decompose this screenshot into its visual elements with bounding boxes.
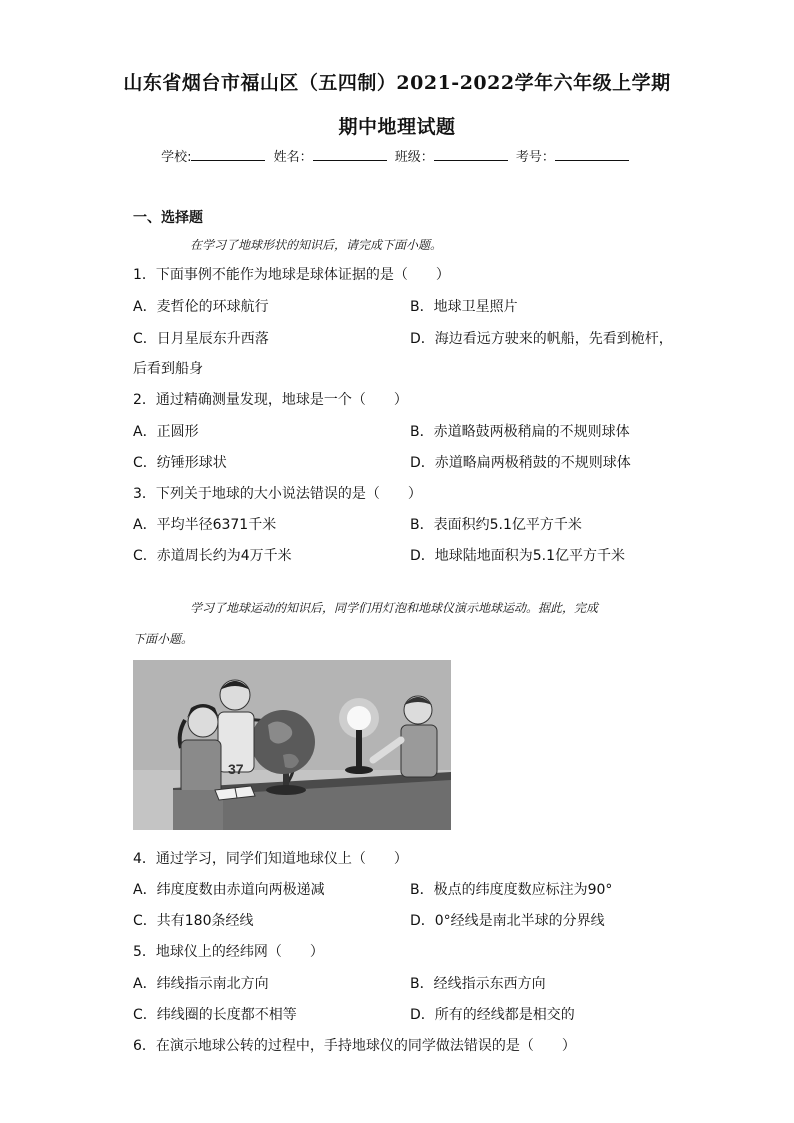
exam-number-blank[interactable]: [555, 148, 629, 161]
question-4-stem: 4．通过学习，同学们知道地球仪上（ ）: [133, 851, 408, 867]
question-2-option-b: B．赤道略鼓两极稍扁的不规则球体: [410, 424, 630, 440]
question-5-option-c: C．纬线圈的长度都不相等: [133, 1007, 297, 1023]
question-5-stem: 5．地球仪上的经纬网（ ）: [133, 944, 324, 960]
question-3-option-c: C．赤道周长约为4万千米: [133, 548, 292, 564]
shirt-number-text: 37: [228, 761, 244, 777]
question-1-option-d: D．海边看远方驶来的帆船，先看到桅杆，: [410, 331, 673, 347]
student-info-row: [0, 146, 794, 165]
section-heading: 一、选择题: [133, 210, 203, 226]
question-1-option-c: C．日月星辰东升西落: [133, 331, 269, 347]
question-2-option-d: D．赤道略扁两极稍鼓的不规则球体: [410, 455, 631, 471]
question-3-option-b: B．表面积约5.1亿平方千米: [410, 517, 582, 533]
question-4-option-b: B．极点的纬度度数应标注为90°: [410, 882, 613, 898]
globe-lamp-illustration: [133, 660, 451, 830]
question-5-option-b: B．经线指示东西方向: [410, 976, 546, 992]
question-1-option-a: A．麦哲伦的环球航行: [133, 299, 269, 315]
intro-text-2-line2: 下面小题。: [133, 632, 194, 646]
class-blank[interactable]: [434, 148, 508, 161]
question-3-stem: 3．下列关于地球的大小说法错误的是（ ）: [133, 486, 422, 502]
question-3-option-d: D．地球陆地面积为5.1亿平方千米: [410, 548, 626, 564]
question-1-stem: 1．下面事例不能作为地球是球体证据的是（ ）: [133, 267, 450, 283]
intro-text-2-line1: 学习了地球运动的知识后，同学们用灯泡和地球仪演示地球运动。据此，完成: [190, 601, 599, 615]
question-5-option-d: D．所有的经线都是相交的: [410, 1007, 575, 1023]
question-6-stem: 6．在演示地球公转的过程中，手持地球仪的同学做法错误的是（ ）: [133, 1038, 576, 1054]
intro-text-1: 在学习了地球形状的知识后，请完成下面小题。: [190, 238, 443, 252]
question-2-option-c: C．纺锤形球状: [133, 455, 227, 471]
class-label: 班级：: [394, 150, 434, 165]
question-4-option-c: C．共有180条经线: [133, 913, 254, 929]
name-label: 姓名：: [273, 150, 313, 165]
exam-title-line1: 山东省烟台市福山区（五四制）2021-2022学年六年级上学期: [123, 72, 671, 94]
school-blank[interactable]: [191, 148, 265, 161]
question-3-option-a: A．平均半径6371千米: [133, 517, 277, 533]
question-5-option-a: A．纬线指示南北方向: [133, 976, 269, 992]
question-2-option-a: A．正圆形: [133, 424, 199, 440]
school-label: 学校:: [161, 150, 192, 165]
question-4-option-d: D．0°经线是南北半球的分界线: [410, 913, 605, 929]
question-4-option-a: A．纬度度数由赤道向两极递减: [133, 882, 325, 898]
exam-title-line2: 期中地理试题: [338, 116, 456, 138]
name-blank[interactable]: [313, 148, 387, 161]
question-1-option-d-continued: 后看到船身: [133, 361, 203, 377]
question-1-option-b: B．地球卫星照片: [410, 299, 518, 315]
question-2-stem: 2．通过精确测量发现，地球是一个（ ）: [133, 392, 408, 408]
illustration-svg: [133, 660, 451, 830]
exam-number-label: 考号：: [515, 150, 555, 165]
